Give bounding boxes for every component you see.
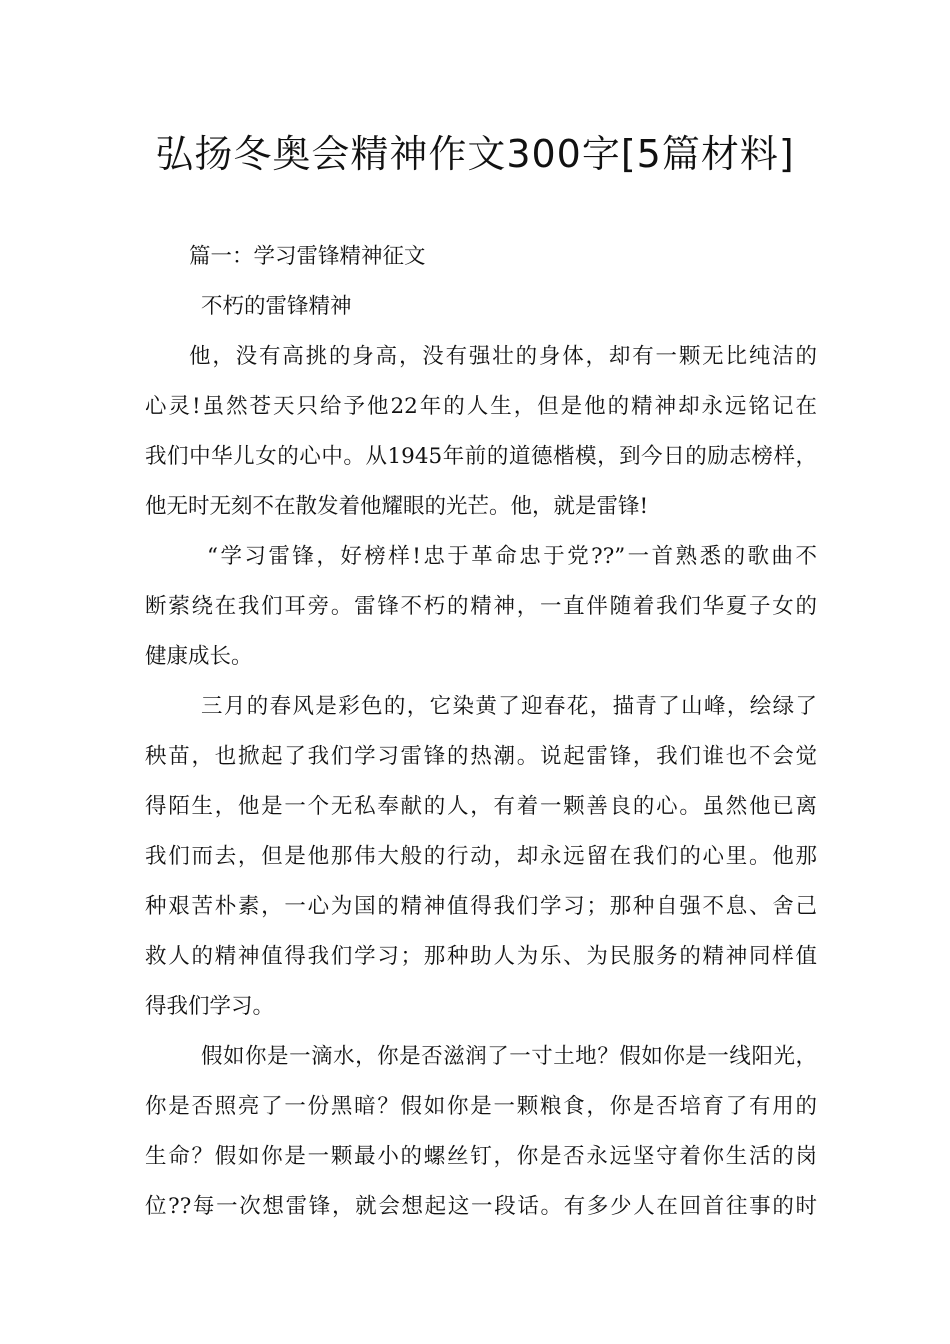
paragraph-line: 生命？假如你是一颗最小的螺丝钉，你是否永远坚守着你生活的岗	[145, 1144, 817, 1169]
paragraph-line: 我们中华儿女的心中。从1945年前的道德楷模，到今日的励志榜样，	[145, 444, 817, 469]
paragraph-line: 你是否照亮了一份黑暗？假如你是一颗粮食，你是否培育了有用的	[145, 1094, 817, 1119]
paragraph-line: 健康成长。	[145, 644, 253, 669]
paragraph-line: 救人的精神值得我们学习；那种助人为乐、为民服务的精神同样值	[145, 944, 817, 969]
paragraph-line: 他，没有高挑的身高，没有强壮的身体，却有一颗无比纯洁的	[189, 344, 817, 369]
paragraph-3	[145, 682, 817, 1032]
paragraph-line: 三月的春风是彩色的，它染黄了迎春花，描青了山峰，绘绿了	[201, 694, 817, 719]
paragraph-1	[145, 332, 817, 532]
paragraph-line: 假如你是一滴水，你是否滋润了一寸土地？假如你是一线阳光，	[201, 1044, 817, 1069]
paragraph-line: 他无时无刻不在散发着他耀眼的光芒。他，就是雷锋!	[145, 494, 649, 519]
paragraph-line: 得我们学习。	[145, 994, 275, 1019]
paragraph-line: 我们而去，但是他那伟大般的行动，却永远留在我们的心里。他那	[145, 844, 817, 869]
paragraph-4	[145, 1032, 817, 1232]
paragraph-2	[145, 532, 817, 682]
document-body	[145, 232, 817, 1232]
paragraph-line: 断萦绕在我们耳旁。雷锋不朽的精神，一直伴随着我们华夏子女的	[145, 594, 817, 619]
paragraph-line: 种艰苦朴素，一心为国的精神值得我们学习；那种自强不息、舍己	[145, 894, 817, 919]
paragraph-line: 位??每一次想雷锋，就会想起这一段话。有多少人在回首往事的时	[145, 1194, 817, 1219]
paragraph-line: 得陌生，他是一个无私奉献的人，有着一颗善良的心。虽然他已离	[145, 794, 817, 819]
document-title: 弘扬冬奥会精神作文300字[5篇材料]	[155, 132, 795, 176]
section-heading: 篇一：学习雷锋精神征文	[189, 244, 426, 269]
paragraph-line: 心灵!虽然苍天只给予他22年的人生，但是他的精神却永远铭记在	[145, 394, 817, 419]
article-title: 不朽的雷锋精神	[201, 294, 352, 319]
paragraph-line: 秧苗，也掀起了我们学习雷锋的热潮。说起雷锋，我们谁也不会觉	[145, 744, 817, 769]
paragraph-line: “学习雷锋，好榜样!忠于革命忠于党??”一首熟悉的歌曲不	[207, 544, 817, 569]
